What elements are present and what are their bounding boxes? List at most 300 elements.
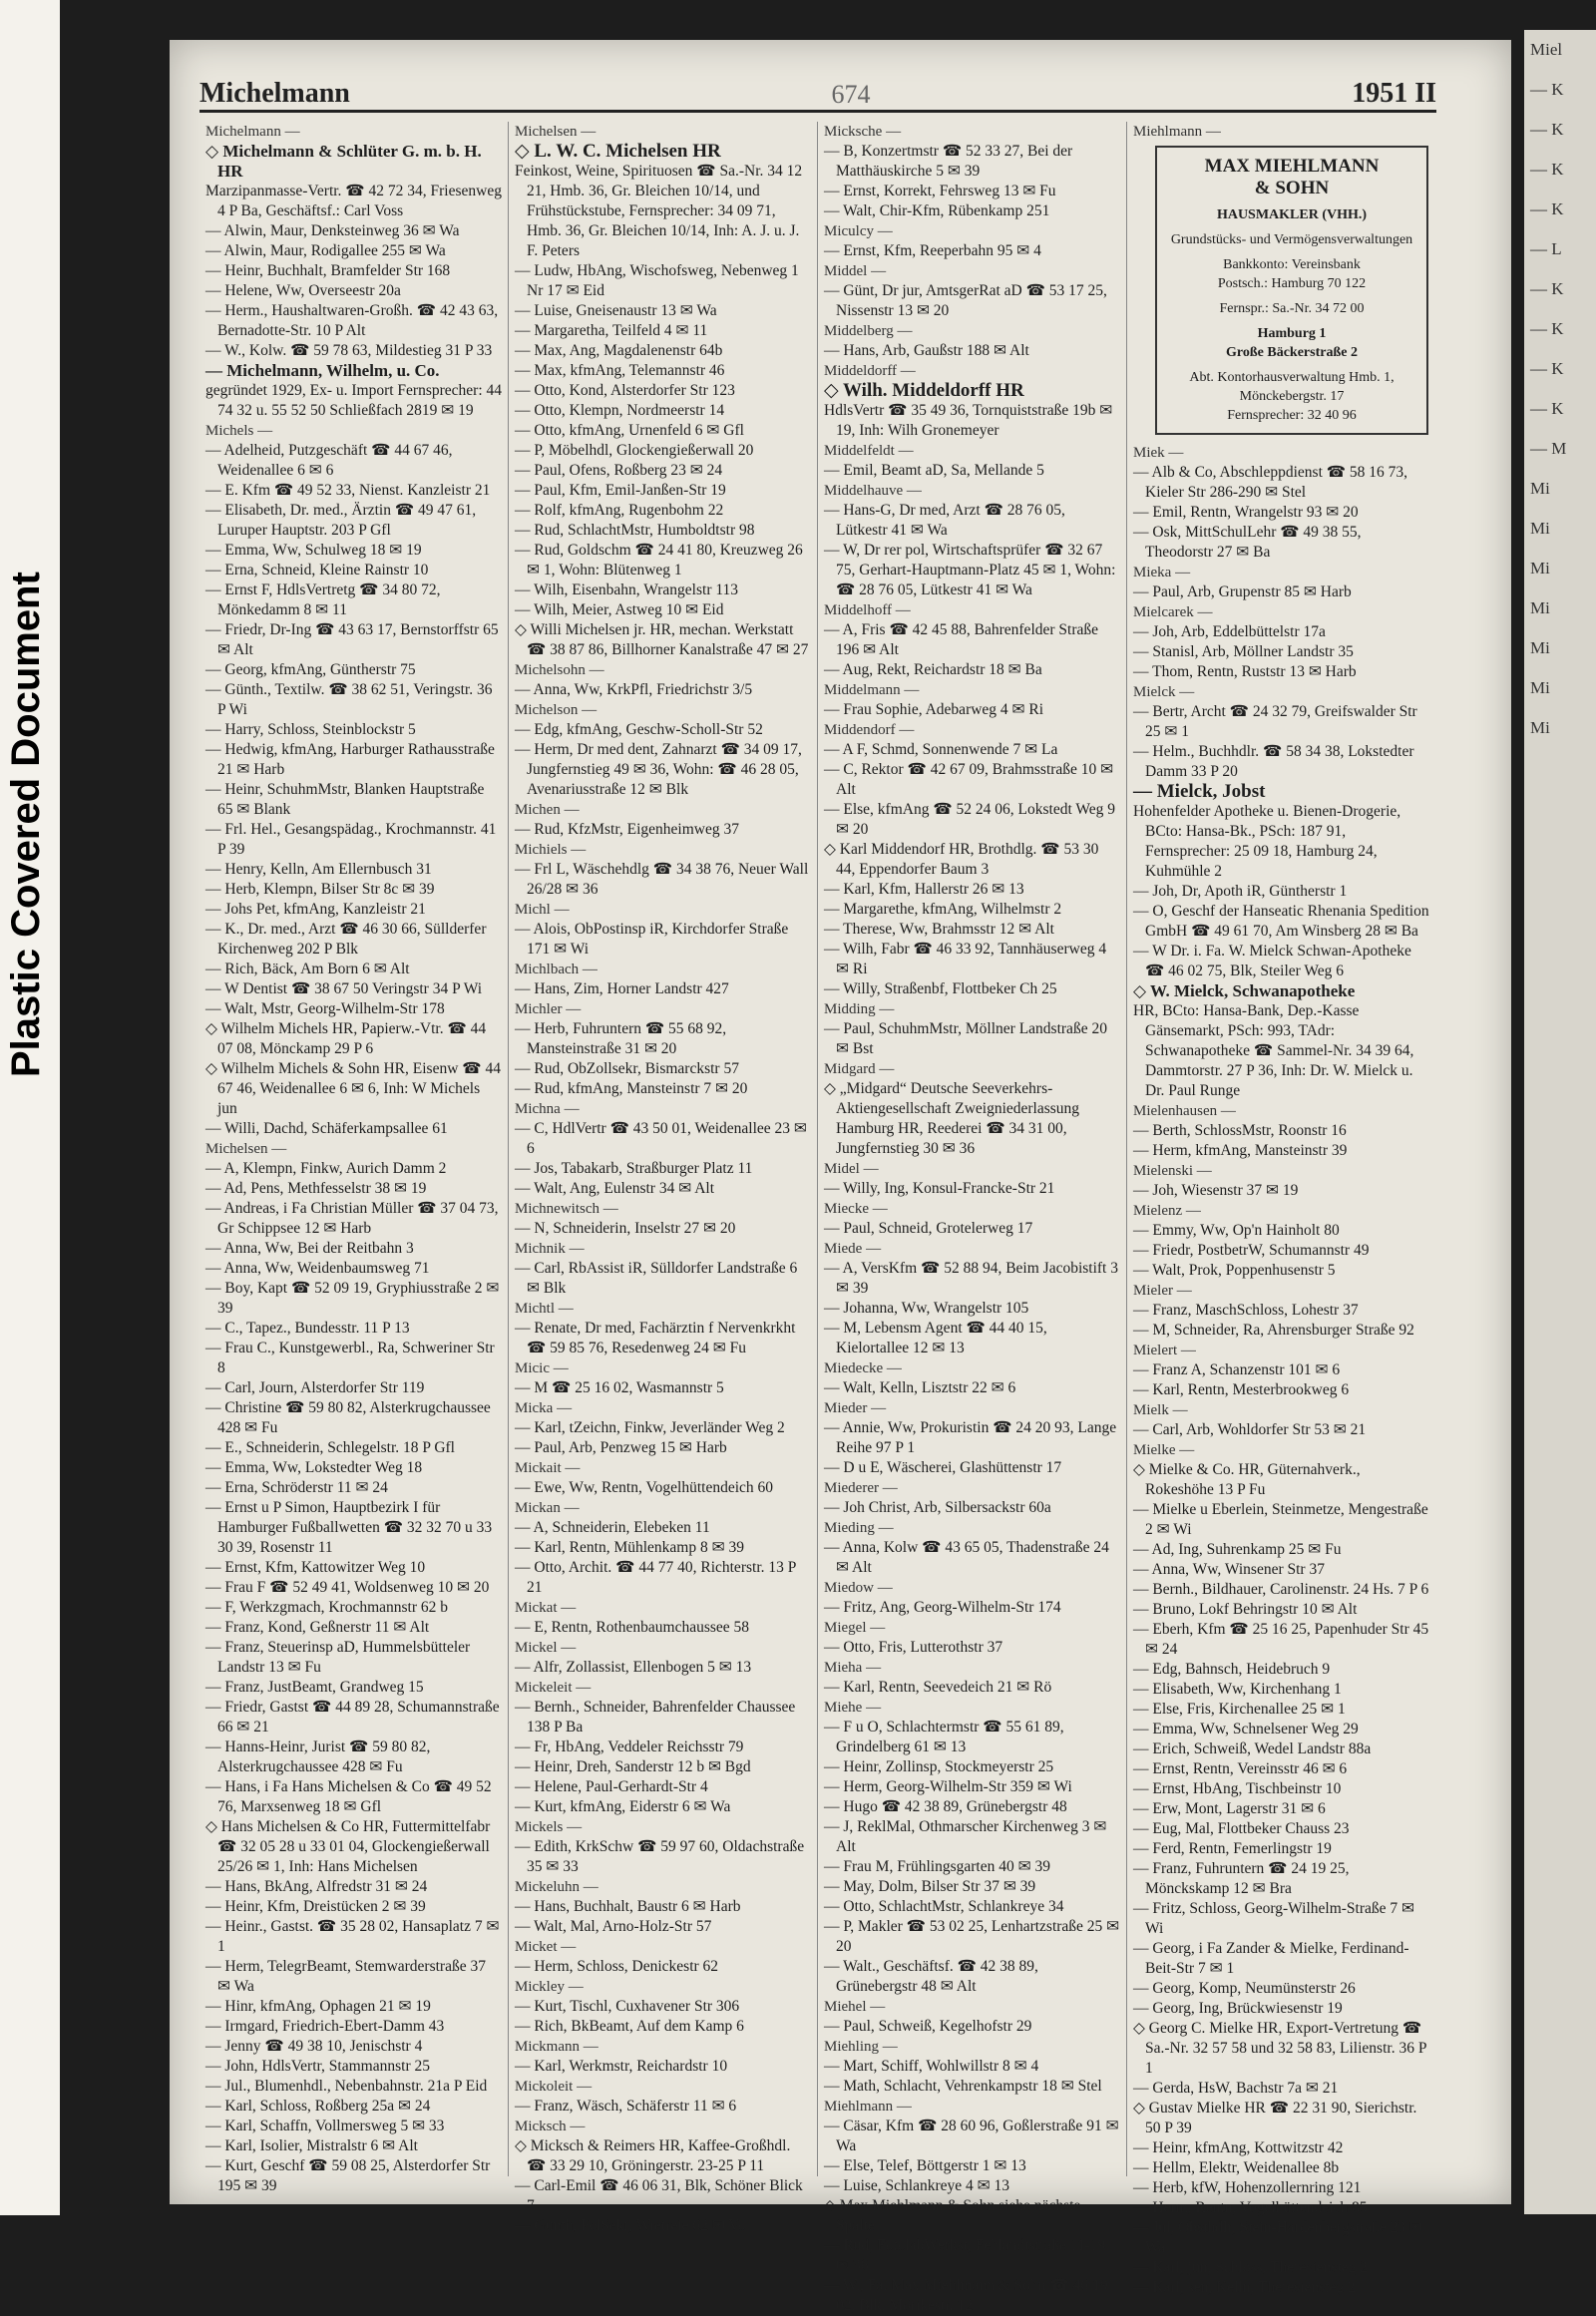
directory-entry: — A, Fris ☎ 42 45 88, Bahrenfelder Straße 196 ✉ Alt [824, 621, 1099, 658]
directory-entry: — Paul, Arb, Penzweg 15 ✉ Harb [515, 1439, 727, 1456]
directory-entry: ◇ Wilh. Middeldorff HR [824, 380, 1024, 401]
surname-heading: Middelberg — [824, 323, 913, 339]
ad-line: Postsch.: Hamburg 70 122 [1217, 276, 1367, 291]
directory-entry: — Paul, Ofens, Roßberg 23 ✉ 24 [515, 462, 723, 479]
directory-entry: — Gerda, HsW, Bachstr 7a ✉ 21 [1133, 2080, 1339, 2097]
directory-entry: — Anna, Ww, KrkPfl, Friedrichstr 3/5 [515, 681, 753, 698]
directory-entry: — Mielck, Jobst [1133, 781, 1266, 802]
surname-heading: Michler — [515, 1001, 582, 1017]
directory-entry: — Bernh., Schneider, Bahrenfelder Chaussee 138 P Ba [515, 1699, 796, 1736]
directory-entry: — Hans, Arb, Gaußstr 188 ✉ Alt [824, 342, 1029, 359]
surname-heading: Middelfeldt — [824, 443, 914, 459]
directory-entry: — Anna, Ww, Bei der Reitbahn 3 [205, 1240, 414, 1257]
surname-heading: Miek — [1133, 445, 1184, 461]
directory-entry: — Anna, Kolw ☎ 43 65 05, Thadenstraße 24 ✉ Alt [824, 1539, 1109, 1576]
ad-line: Bankkonto: Vereinsbank [1223, 257, 1361, 272]
ad-line: Große Bäckerstraße 2 [1226, 345, 1358, 360]
directory-entry: — Franz, Fuhruntern ☎ 24 19 25, Mönckskamp 12 ✉ Bra [1133, 1860, 1350, 1897]
directory-entry: — Emma, Ww, Schulweg 18 ✉ 19 [205, 542, 422, 559]
side-label: Plastic Covered Document [4, 572, 48, 1077]
directory-entry: — Emma, Ww, Schnelsener Weg 29 [1133, 1721, 1359, 1737]
directory-entry: — Helm., Buchhdlr. ☎ 58 34 38, Lokstedter Damm 33 P 20 [1133, 743, 1414, 780]
directory-entry: ◇ Georg C. Mielke HR, Export-Vertretung ☎ Sa.-Nr. 32 57 58 und 32 58 83, Lilienstr. 36 P 1 [1133, 2020, 1426, 2077]
directory-entry: — Hanns-Heinr, Jurist ☎ 59 80 82, Alsterkrugchaussee 428 ✉ Fu [205, 1738, 431, 1775]
directory-entry: — Mielke u Eberlein, Steinmetze, Mengestraße 2 ✉ Wi [1133, 1501, 1428, 1538]
directory-entry: — Georg, Ing, Brückwiesenstr 19 [1133, 2000, 1343, 2017]
adjacent-page-fragment: Mi [1530, 678, 1550, 697]
surname-heading: Michelsohn — [515, 662, 604, 678]
surname-heading: Mickeleit — [515, 1680, 592, 1696]
directory-entry: — Otto, SchlachtMstr, Schlankreye 34 [824, 1898, 1064, 1915]
directory-entry: — Frl L, Wäschehdlg ☎ 34 38 76, Neuer Wall 26/28 ✉ 36 [515, 861, 809, 898]
surname-heading: Michen — [515, 802, 580, 818]
directory-entry: — Herm, Georg-Wilhelm-Str 359 ✉ Wi [824, 1778, 1072, 1795]
directory-entry: — Jul., Blumenhdl., Nebenbahnstr. 21a P Eid [205, 2078, 488, 2095]
directory-entry: — Karl, Isolier, Mistralstr 6 ✉ Alt [205, 2137, 418, 2154]
surname-heading: Michelson — [515, 702, 598, 718]
directory-entry: — Annie, Ww, Prokuristin ☎ 24 20 93, Lange Reihe 97 P 1 [824, 1419, 1117, 1456]
surname-heading: Mickmann — [515, 2039, 598, 2055]
directory-entry: — Renate, Dr med, Fachärztin f Nervenkrkht ☎ 59 85 76, Resedenweg 24 ✉ Fu [515, 1320, 796, 1356]
directory-entry: — Elisabeth, Dr. med., Ärztin ☎ 49 47 61, Luruper Hauptstr. 203 P Gfl [205, 502, 477, 539]
surname-heading: Miedow — [824, 1580, 893, 1596]
directory-entry: — M, Schneider, Ra, Ahrensburger Straße 92 [1133, 1322, 1414, 1339]
surname-heading: Mielenz — [1133, 1203, 1201, 1219]
surname-heading: Michiels — [515, 842, 587, 858]
directory-entry: — Bernh., Bildhauer, Carolinenstr. 24 Hs. 7 P 6 [1133, 1581, 1429, 1598]
surname-heading: Michtl — [515, 1301, 574, 1317]
directory-entry: — Herb, Klempn, Bilser Str 8c ✉ 39 [205, 881, 435, 898]
surname-heading: Mickels — [515, 1819, 583, 1835]
directory-entry: — Carl, Arb, Wohldorfer Str 53 ✉ 21 [1133, 1421, 1367, 1438]
directory-entry: — Franz A, Schanzenstr 101 ✉ 6 [1133, 1361, 1341, 1378]
directory-entry: — Fr, HbAng, Veddeler Reichsstr 79 [515, 1738, 744, 1755]
directory-entry: — Andreas, i Fa Christian Müller ☎ 37 04 73, Gr Schippsee 12 ✉ Harb [205, 1200, 499, 1237]
directory-entry: — W., Fa. Max Miehlmann & Sohn ☎ 46 19 02, Blk, Mörikestr. 12 [824, 2277, 1108, 2314]
directory-entry: — N, Schneiderin, Inselstr 27 ✉ 20 [515, 1220, 736, 1237]
directory-entry: — Franz, JustBeamt, Grandweg 15 [205, 1679, 424, 1696]
column-4-body [1133, 443, 1430, 2298]
directory-entry: ◇ L. W. C. Michelsen HR [515, 141, 721, 162]
directory-entry: ◇ Max Miehlmann & Sohn siehe nächste Spalte [824, 2197, 1081, 2234]
directory-entry: ◇ Mielke & Co. HR, Güternahverk., Rokeshöhe 13 P Fu [1133, 1461, 1361, 1498]
surname-heading: Michlbach — [515, 962, 598, 977]
surname-heading: Midel — [824, 1161, 879, 1177]
directory-entry: — Karl, Werkmstr, Reichardstr 10 [515, 2058, 728, 2075]
surname-heading: Mielenski — [1133, 1163, 1212, 1179]
directory-entry: — W Dr. i. Fa. W. Mielck Schwan-Apotheke ☎ 46 02 75, Blk, Steiler Weg 6 [1133, 943, 1411, 979]
directory-entry: — Hans, Buchhalt, Baustr 6 ✉ Harb [515, 1898, 741, 1915]
surname-heading: Michnewitsch — [515, 1201, 618, 1217]
directory-entry: — Ernst F, HdlsVertretg ☎ 34 80 72, Mönkedamm 8 ✉ 11 [205, 581, 441, 618]
directory-entry: — Ernst, Kfm, Kattowitzer Weg 10 [205, 1559, 426, 1576]
directory-entry: — Thom, Rentn, Ruststr 13 ✉ Harb [1133, 663, 1357, 680]
directory-entry: — Friedr, Dr-Ing ☎ 43 63 17, Bernstorffstr 65 ✉ Alt [205, 621, 499, 658]
directory-entry: — O, Geschf der Hanseatic Rhenania Spedition GmbH ☎ 49 61 70, Am Winsberg 28 ✉ Ba [1133, 903, 1429, 940]
directory-entry: — Heinr, Buchhalt, Bramfelder Str 168 [205, 262, 451, 279]
directory-entry: — Franz, Steuerinsp aD, Hummelsbütteler Landstr 13 ✉ Fu [205, 1639, 471, 1676]
directory-entry: — Ad, Pens, Methfesselstr 38 ✉ 19 [205, 1180, 427, 1197]
surname-heading: Mielcarek — [1133, 604, 1213, 620]
directory-entry: — W, Dr rer pol, Wirtschaftsprüfer ☎ 32 67 75, Gerhart-Hauptmann-Platz 45 ✉ 1, Wohn: ☎ 28 76 05, Lütkestr 41 ✉ Wa [824, 542, 1116, 598]
surname-heading: Miehlmann — [824, 2099, 912, 2115]
directory-entry: — Ferd, Rentn, Femerlingstr 19 [1133, 1840, 1332, 1857]
directory-entry: — Günt, Dr jur, AmtsgerRat aD ☎ 53 17 25, Nissenstr 13 ✉ 20 [824, 282, 1107, 319]
directory-entry: — Adelheid, Putzgeschäft ☎ 44 67 46, Weidenallee 6 ✉ 6 [205, 442, 453, 479]
directory-entry: — Walt, Ang, Eulenstr 34 ✉ Alt [515, 1180, 715, 1197]
ad-line: Fernspr.: Sa.-Nr. 34 72 00 [1219, 301, 1365, 316]
directory-entry: — Heinr, Dreh, Sanderstr 12 b ✉ Bgd [515, 1758, 751, 1775]
directory-entry: — Franz, MaschSchloss, Lohestr 37 [1133, 1302, 1359, 1319]
directory-entry: — Heinr, Kfm, Dreistücken 2 ✉ 39 [205, 1898, 426, 1915]
ad-line: Fernsprecher: 32 40 96 [1227, 408, 1357, 423]
directory-entry: — Rich, BkBeamt, Auf dem Kamp 6 [515, 2018, 744, 2035]
adjacent-page-fragment: — K [1530, 80, 1564, 99]
directory-entry: — Ernst, Kfm, Reeperbahn 95 ✉ 4 [824, 242, 1041, 259]
directory-entry: ◇ Willi Michelsen jr. HR, mechan. Werkstatt ☎ 38 87 86, Billhorner Kanalstraße 47 ✉ 27 [515, 621, 809, 658]
directory-entry: — Johs Pet, kfmAng, Kanzleistr 21 [205, 901, 426, 918]
directory-entry: — Hinr, kfmAng, Ophagen 21 ✉ 19 [205, 1998, 431, 2015]
directory-entry: — Georg, kfmAng, Güntherstr 75 [205, 661, 416, 678]
directory-entry: — K., Dr. med., Arzt ☎ 46 30 66, Süllderfer Kirchenweg 202 P Blk [205, 921, 487, 958]
directory-entry: — Rud, ObZollsekr, Bismarckstr 57 [515, 1060, 739, 1077]
directory-entry: — Alois, ObPostinsp iR, Kirchdorfer Straße 171 ✉ Wi [515, 921, 789, 958]
directory-entry: — M, Lebensm Agent ☎ 44 40 15, Kielortallee 12 ✉ 13 [824, 1320, 1047, 1356]
directory-entry: — Therese, Ww, Brahmsstr 12 ✉ Alt [824, 921, 1054, 938]
advertisement-box [1155, 146, 1428, 435]
directory-entry: — Johanna, Ww, Wrangelstr 105 [824, 1300, 1029, 1317]
columns [200, 122, 1436, 2314]
adjacent-page-edge [1524, 30, 1596, 2214]
adjacent-page-fragment: — K [1530, 160, 1564, 179]
directory-entry: — Wilh, Meier, Astweg 10 ✉ Eid [515, 601, 724, 618]
directory-entry: — C, Rektor ☎ 42 67 09, Brahmsstraße 10 ✉ Alt [824, 761, 1114, 798]
directory-entry: — Karl, sen, Kelln, Theresiensteg 2 [1133, 2279, 1356, 2296]
directory-entry: — Günth, PolSekr, Wietreie 62 ✉ Vo [515, 2217, 746, 2234]
column-4 [1127, 122, 1436, 2296]
directory-entry: — Frau C., Kunstgewerbl., Ra, Schweriner Str 8 [205, 1340, 495, 1376]
directory-entry: — Hugo ☎ 42 38 89, Grünebergstr 48 [824, 1798, 1067, 1815]
directory-entry: — Bruno, Lokf Behringstr 10 ✉ Alt [1133, 1601, 1358, 1618]
directory-entry: — B, Konzertmstr ☎ 52 33 27, Bei der Matthäuskirche 5 ✉ 39 [824, 143, 1073, 180]
directory-entry: — Fritz, Ang, Georg-Wilhelm-Str 174 [824, 1599, 1061, 1616]
directory-entry: ◇ Micksch & Reimers HR, Kaffee-Großhdl. ☎ 33 29 10, Gröningerstr. 23-25 P 11 [515, 2137, 791, 2174]
surname-heading: Michl — [515, 902, 570, 918]
directory-entry: — Otto, Kond, Alsterdorfer Str 123 [515, 382, 735, 399]
directory-entry: — Edith, KrkSchw ☎ 59 97 60, Oldachstraße 35 ✉ 33 [515, 1838, 805, 1875]
surname-heading: Miehling — [824, 2039, 898, 2055]
directory-entry: — Karl, Schloss, Roßberg 25a ✉ 24 [205, 2098, 431, 2115]
directory-entry: — Emil, Rentn, Wrangelstr 93 ✉ 20 [1133, 504, 1359, 521]
directory-entry: ◇ W. Mielck, Schwanapotheke [1133, 981, 1356, 1000]
directory-entry: — Kurt, Geschf ☎ 59 08 25, Alsterdorfer Str 195 ✉ 39 [205, 2157, 491, 2194]
directory-entry: — Osk, MittSchulLehr ☎ 49 38 55, Theodorstr 27 ✉ Ba [1133, 524, 1362, 561]
directory-entry: — Bertr, Archt ☎ 24 32 79, Greifswalder Str 25 ✉ 1 [1133, 703, 1417, 740]
directory-entry: — Margarethe, kfmAng, Wilhelmstr 2 [824, 901, 1062, 918]
directory-entry: — Franz, Wäsch, Schäferstr 11 ✉ 6 [515, 2098, 737, 2115]
surname-heading: Mieding — [824, 1520, 894, 1536]
directory-entry: — Walt, Chir-Kfm, Rübenkamp 251 [824, 202, 1050, 219]
directory-entry: — Emmy, Ww, Op'n Hainholt 80 [1133, 1222, 1340, 1239]
surname-heading: Mielck — [1133, 684, 1195, 700]
directory-entry: — Else, Telef, Böttgerstr 1 ✉ 13 [824, 2157, 1026, 2174]
directory-entry: — Herm, Dr med dent, Zahnarzt ☎ 34 09 17, Jungfernstieg 49 ✉ 36, Wohn: ☎ 46 28 05, Avenariusstraße 12 ✉ Blk [515, 741, 802, 798]
surname-heading: Michelsen — [205, 1141, 287, 1157]
surname-heading: Mieler — [1133, 1283, 1192, 1299]
directory-entry: — Alwin, Maur, Rodigallee 255 ✉ Wa [205, 242, 446, 259]
header-right: 1951 II [1352, 78, 1436, 109]
adjacent-page-fragment: Mi [1530, 598, 1550, 617]
surname-heading: Mieder — [824, 1400, 887, 1416]
surname-heading: Middelhauve — [824, 483, 922, 499]
directory-entry: — Frl. Hel., Gesangspädag., Krochmannstr. 41 P 39 [205, 821, 497, 858]
directory-entry: — Paul, Schweiß, Kegelhofstr 29 [824, 2018, 1032, 2035]
directory-entry: — Paul, SchuhmMstr, Möllner Landstraße 20 ✉ Bst [824, 1020, 1107, 1057]
directory-entry: — Herm, Rentn, Vogelhüttendeich 85 [1133, 2199, 1368, 2216]
directory-entry: — Carl-Emil ☎ 46 06 31, Blk, Schöner Blick 7 [515, 2177, 803, 2214]
ad-subtitle: HAUSMAKLER (VHH.) [1216, 207, 1368, 222]
directory-entry: — Margaretha, Teilfeld 4 ✉ 11 [515, 322, 708, 339]
directory-entry: — Frau M, Frühlingsgarten 40 ✉ 39 [824, 1858, 1050, 1875]
ad-line: Grundstücks- und Vermögensverwaltungen [1170, 232, 1413, 247]
directory-entry: — E., Schneiderin, Schlegelstr. 18 P Gfl [205, 1439, 455, 1456]
directory-entry: — Joh Christ, Arb, Silbersackstr 60a [824, 1499, 1051, 1516]
directory-entry: — Walt., Geschäftsf. ☎ 42 38 89, Grünebergstr 48 ✉ Alt [824, 1958, 1038, 1995]
directory-entry: — Karl, Rentn, Mesterbrookweg 6 [1133, 1381, 1350, 1398]
directory-entry: — Joh, Wiesenstr 37 ✉ 19 [1133, 1182, 1299, 1199]
adjacent-page-fragment: — K [1530, 279, 1564, 298]
directory-entry: — Rud, SchlachtMstr, Humboldtstr 98 [515, 522, 755, 539]
directory-entry: — A, Klempn, Finkw, Aurich Damm 2 [205, 1160, 447, 1177]
surname-heading: Miede — [824, 1241, 882, 1257]
directory-entry: — Emma, Ww, Lokstedter Weg 18 [205, 1459, 423, 1476]
directory-entry: — Willi, Dachd, Schäferkampsallee 61 [205, 1120, 448, 1137]
directory-entry: — Elisabeth, Ww, Kirchenhang 1 [1133, 1681, 1342, 1698]
surname-heading: Midding — [824, 1001, 895, 1017]
directory-entry: — Wilh, Fabr ☎ 46 33 92, Tannhäuserweg 4 ✉ Ri [824, 941, 1107, 977]
directory-entry: — E, Rentn, Rothenbaumchaussee 58 [515, 1619, 750, 1636]
adjacent-page-fragment: — K [1530, 399, 1564, 418]
directory-entry: — Else, kfmAng ☎ 52 24 06, Lokstedt Weg 9 ✉ 20 [824, 801, 1116, 838]
directory-entry: — W Dentist ☎ 38 67 50 Veringstr 34 P Wi [205, 980, 483, 997]
directory-entry: — A F, Schmd, Sonnenwende 7 ✉ La [824, 741, 1058, 758]
directory-entry: — F, Werkzgmach, Krochmannstr 62 b [205, 1599, 449, 1616]
directory-entry: — A, Schneiderin, Elebeken 11 [515, 1519, 710, 1536]
directory-entry: — Max, Ang, Magdalenenstr 64b [515, 342, 723, 359]
directory-entry: — Ernst, HbAng, Tischbeinstr 10 [1133, 1780, 1342, 1797]
directory-entry: — Helene, Ww, Overseestr 20a [205, 282, 401, 299]
directory-entry: gegründet 1929, Ex- u. Import Fernsprecher: 44 74 32 u. 55 52 50 Schließfach 2819 ✉ 19 [205, 382, 503, 419]
directory-entry: — Hans, Zim, Horner Landstr 427 [515, 980, 729, 997]
directory-entry: — Willy, Ing, Konsul-Francke-Str 21 [824, 1180, 1055, 1197]
directory-entry: — Heinr., Gastst. ☎ 35 28 02, Hansaplatz 7 ✉ 1 [205, 1918, 500, 1955]
directory-entry: — Wilh, Eisenbahn, Wrangelstr 113 [515, 581, 739, 598]
adjacent-page-fragment: Mi [1530, 519, 1550, 538]
directory-entry: — Boy, Kapt ☎ 52 09 19, Gryphiusstraße 2 ✉ 39 [205, 1280, 500, 1317]
adjacent-page-fragment: — K [1530, 319, 1564, 338]
column-4-top [1133, 122, 1430, 142]
directory-entry: — Franz, Kond, Geßnerstr 11 ✉ Alt [205, 1619, 430, 1636]
directory-entry: — Herb, kfW, Hohenzollernring 121 [1133, 2179, 1362, 2196]
directory-entry: — Ewe, Ww, Rentn, Vogelhüttendeich 60 [515, 1479, 774, 1496]
surname-heading: Michna — [515, 1101, 580, 1117]
surname-heading: Mickel — [515, 1640, 577, 1656]
directory-entry: Hohenfelder Apotheke u. Bienen-Drogerie, BCto: Hansa-Bk., PSch: 187 91, Fernsprecher: 25 09 18, Hamburg 24, Kuhmühle 2 [1133, 803, 1401, 880]
directory-entry: — Walt, Prok, Poppenhusenstr 5 [1133, 1262, 1336, 1279]
directory-entry: — Carl, RbAssist iR, Sülldorfer Landstraße 6 ✉ Blk [515, 1260, 798, 1297]
directory-entry: — John, HdlsVertr, Stammannstr 25 [205, 2058, 430, 2075]
directory-entry: ◇ Karl Middendorf HR, Brothdlg. ☎ 53 30 44, Eppendorfer Baum 3 [824, 841, 1099, 878]
surname-heading: Miehel — [824, 1999, 886, 2015]
directory-entry: — Michelmann, Wilhelm, u. Co. [205, 361, 440, 380]
directory-entry: ◇ Gustav Mielke HR ☎ 22 31 90, Sierichstr. 50 P 39 [1133, 2100, 1417, 2136]
directory-entry: — Walt, Mal, Arno-Holz-Str 57 [515, 1918, 712, 1935]
surname-heading: Mielenhausen — [1133, 1103, 1236, 1119]
surname-heading: Mickoleit — [515, 2079, 593, 2095]
directory-entry: — Rud, Goldschm ☎ 24 41 80, Kreuzweg 26 ✉ 1, Wohn: Blütenweg 1 [515, 542, 803, 579]
surname-heading: Miederer — [824, 1480, 898, 1496]
directory-entry: — Irmgard, Friedrich-Ebert-Damm 43 [205, 2018, 445, 2035]
directory-entry: — Heinr, kfmAng, Kottwitzstr 42 [1133, 2139, 1344, 2156]
directory-entry: — Frau Sophie, Adebarweg 4 ✉ Ri [824, 701, 1044, 718]
directory-entry: ◇ Hans Michelsen & Co HR, Futtermittelfabr ☎ 32 05 28 u 33 01 04, Glockengießerwall 25/26 ✉ 1, Inh: Hans Michelsen [205, 1818, 491, 1875]
surname-heading: Middelhoff — [824, 602, 911, 618]
surname-heading: Mickait — [515, 1460, 581, 1476]
directory-entry: — Rolf, kfmAng, Rugenbohm 22 [515, 502, 724, 519]
header-left: Michelmann [200, 78, 350, 109]
page-header [200, 60, 1436, 113]
directory-entry: — Ernst, Rentn, Vereinsstr 46 ✉ 6 [1133, 1760, 1348, 1777]
surname-heading: Middel — [824, 263, 887, 279]
surname-heading: Miegel — [824, 1620, 886, 1636]
directory-entry: — Karl, tZeichn, Finkw, Jeverländer Weg 2 [515, 1419, 785, 1436]
directory-entry: — May, Dolm, Bilser Str 37 ✉ 39 [824, 1878, 1036, 1895]
directory-entry: — Max, kfmAng, Telemannstr 46 [515, 362, 725, 379]
directory-entry: — Heinr, SchuhmMstr, Blanken Hauptstraße 65 ✉ Blank [205, 781, 485, 818]
directory-entry: ◇ Wilhelm Michels HR, Papierw.-Vtr. ☎ 44 07 08, Mönckamp 29 P 6 [205, 1020, 487, 1057]
directory-entry: — Alwin, Maur, Denksteinweg 36 ✉ Wa [205, 222, 460, 239]
directory-entry: — Math, Schlacht, Vehrenkampstr 18 ✉ Stel [824, 2078, 1102, 2095]
directory-entry: — Herm, Schloss, Denickestr 62 [515, 1958, 719, 1975]
directory-entry: — Kurt, kfmAng, Eiderstr 6 ✉ Wa [515, 1798, 731, 1815]
surname-heading: Mickley — [515, 1979, 584, 1995]
directory-entry: — Ad, Ing, Suhrenkamp 25 ✉ Fu [1133, 1541, 1342, 1558]
column-3 [818, 122, 1127, 2314]
directory-entry: — Erna, Schröderstr 11 ✉ 24 [205, 1479, 388, 1496]
directory-entry: — Luise, Schlankreye 4 ✉ 13 [824, 2177, 1010, 2194]
directory-entry: — Berth, SchlossMstr, Roonstr 16 [1133, 1122, 1347, 1139]
directory-entry: — J, ReklMal, Othmarscher Kirchenweg 3 ✉ Alt [824, 1818, 1107, 1855]
ad-title: MAX MIEHLMANN [1204, 156, 1380, 177]
directory-entry: ◇ Wilhelm Michels & Sohn HR, Eisenw ☎ 44 67 46, Weidenallee 6 ✉ 6, Inh: W Michels jun [205, 1060, 501, 1117]
surname-heading: Miecke — [824, 1201, 888, 1217]
directory-entry: — Edg, Bahnsch, Heidebruch 9 [1133, 1661, 1331, 1678]
directory-entry: Feinkost, Weine, Spirituosen ☎ Sa.-Nr. 34 12 21, Hmb. 36, Gr. Bleichen 10/14, und Frühstückstube, Fernsprecher: 34 09 71, Hmb. 36, Gr. Bleichen 10/14, Inh: A. J. u. J. F. Peters [515, 163, 803, 259]
directory-entry: — Karl, Kfm, Hallerstr 26 ✉ 13 [824, 881, 1024, 898]
directory-entry: — Frau F ☎ 52 49 41, Woldsenweg 10 ✉ 20 [205, 1579, 490, 1596]
directory-entry: — C, HdlVertr ☎ 43 50 01, Weidenallee 23 ✉ 6 [515, 1120, 807, 1157]
directory-entry: — F u O, Schlachtermstr ☎ 55 61 89, Grindelberg 61 ✉ 13 [824, 1719, 1064, 1755]
directory-entry: — Karl, Rentn, Seevedeich 21 ✉ Rö [824, 1679, 1052, 1696]
directory-entry: — Georg, Komp, Neumünsterstr 26 [1133, 1980, 1356, 1997]
surname-heading: Mielert — [1133, 1343, 1196, 1358]
surname-heading: Micic — [515, 1360, 569, 1376]
directory-entry: — Otto, Archit. ☎ 44 77 40, Richterstr. 13 P 21 [515, 1559, 796, 1596]
surname-heading: Miculcy — [824, 223, 893, 239]
directory-entry: — Anna, Ww, Weidenbaumsweg 71 [205, 1260, 430, 1277]
surname-heading: Mielk — [1133, 1402, 1188, 1418]
directory-entry: — Christine ☎ 59 80 82, Alsterkrugchaussee 428 ✉ Fu [205, 1399, 491, 1436]
directory-entry: — Jul, Obsthdlr, Stein-Hardenbergstraße 23 ✉ Wa [1133, 2219, 1422, 2256]
directory-entry: — C., Tapez., Bundesstr. 11 P 13 [205, 1320, 410, 1337]
adjacent-page-fragment: — K [1530, 359, 1564, 378]
directory-entry: — Walt, Mstr, Georg-Wilhelm-Str 178 [205, 1000, 445, 1017]
directory-entry: — Jos, Tabakarb, Straßburger Platz 11 [515, 1160, 753, 1177]
adjacent-page-fragment: — M [1530, 439, 1567, 458]
directory-entry: — Friedr, Gastst ☎ 44 89 28, Schumannstraße 66 ✉ 21 [205, 1699, 500, 1736]
surname-heading: Micket — [515, 1939, 577, 1955]
directory-entry: — E. Kfm ☎ 49 52 33, Nienst. Kanzleistr 21 [205, 482, 491, 499]
surname-heading: Mickeluhn — [515, 1879, 598, 1895]
directory-entry: — Willy, Straßenbf, Flottbeker Ch 25 [824, 980, 1057, 997]
directory-entry: — Hans, i Fa Hans Michelsen & Co ☎ 49 52 76, Marxsenweg 18 ✉ Gfl [205, 1778, 492, 1815]
directory-entry: — Karl, jun, Schloss, Theresiensteg 2 [1133, 2259, 1368, 2276]
directory-entry: ◇ „Midgard“ Deutsche Seeverkehrs-Aktiengesellschaft Zweigniederlassung Hamburg HR, Reederei ☎ 34 31 00, Jungfernstieg 30 ✉ 36 [824, 1080, 1080, 1157]
surname-heading: Middeldorff — [824, 363, 916, 379]
directory-entry: — Karl, Rentn, Mühlenkamp 8 ✉ 39 [515, 1539, 744, 1556]
directory-entry: HR, BCto: Hansa-Bank, Dep.-Kasse Gänsemarkt, PSch: 993, TAdr: Schwanapotheke ☎ Sammel-Nr. 34 39 64, Dammtorstr. 27 P 36, Inh: Dr. W. Mielck u. Dr. Paul Runge [1133, 1002, 1414, 1099]
adjacent-page-fragment: Mi [1530, 638, 1550, 657]
directory-entry: — Jenny ☎ 49 38 10, Jenischstr 4 [205, 2038, 423, 2055]
directory-entry: — Otto, Klempn, Nordmeerstr 14 [515, 402, 725, 419]
adjacent-page-fragment: Mi [1530, 718, 1550, 737]
directory-entry: — Georg, i Fa Zander & Mielke, Ferdinand-Beit-Str 7 ✉ 1 [1133, 1940, 1409, 1977]
directory-entry: HdlsVertr ☎ 35 49 36, Tornquiststraße 19b ✉ 19, Inh: Wilh Gronemeyer [824, 402, 1113, 439]
directory-entry: — Joh, Dr, Apoth iR, Güntherstr 1 [1133, 883, 1348, 900]
adjacent-page-fragment: — L [1530, 239, 1562, 258]
directory-entry: — Erna, Schneid, Kleine Rainstr 10 [205, 562, 429, 579]
page-number: 674 [831, 80, 871, 109]
directory-entry: — W., Kolw. ☎ 59 78 63, Mildestieg 31 P 33 [205, 342, 493, 359]
directory-entry: — Aug, Rekt, Reichardstr 18 ✉ Ba [824, 661, 1042, 678]
directory-entry: — Ernst u P Simon, Hauptbezirk I für Hamburger Fußballwetten ☎ 32 32 70 u 33 30 39, Rosenstr 11 [205, 1499, 493, 1556]
directory-entry: — Günth., Textilw. ☎ 38 62 51, Veringstr. 36 P Wi [205, 681, 493, 718]
surname-heading: Middelmann — [824, 682, 920, 698]
directory-entry: — Ernst, Korrekt, Fehrsweg 13 ✉ Fu [824, 183, 1056, 199]
directory-entry: — Kurt, Tischl, Cuxhavener Str 306 [515, 1998, 740, 2015]
surname-heading: Michels — [205, 423, 273, 439]
directory-entry: — Erich, Schweiß, Wedel Landstr 88a [1133, 1740, 1372, 1757]
surname-heading: Mickat — [515, 1600, 577, 1616]
directory-entry: — Rud, kfmAng, Mansteinstr 7 ✉ 20 [515, 1080, 748, 1097]
directory-entry: — Walt, Kelln, Lisztstr 22 ✉ 6 [824, 1379, 1016, 1396]
surname-heading: Michelmann — [205, 124, 300, 140]
adjacent-page-fragment: Miel [1530, 40, 1563, 59]
directory-entry: — Emil, Beamt aD, Sa, Mellande 5 [824, 462, 1044, 479]
surname-heading: Mieka — [1133, 565, 1191, 580]
directory-entry: — Hans-G, Dr med, Arzt ☎ 28 76 05, Lütkestr 41 ✉ Wa [824, 502, 1065, 539]
directory-entry: — Fritz, Schloss, Georg-Wilhelm-Straße 7 ✉ Wi [1133, 1900, 1414, 1937]
surname-heading: Micksche — [824, 124, 902, 140]
directory-entry: — Alfr, Zollassist, Ellenbogen 5 ✉ 13 [515, 1659, 752, 1676]
directory-entry: — Paul, Arb, Grupenstr 85 ✉ Harb [1133, 583, 1352, 600]
directory-entry: — Cäsar, Kfm ☎ 28 60 96, Goßlerstraße 91 ✉ Wa [824, 2118, 1119, 2154]
directory-entry: — A, VersKfm ☎ 52 88 94, Beim Jacobistift 3 ✉ 39 [824, 1260, 1118, 1297]
directory-entry: — Eug, Mal, Flottbeker Chauss 23 [1133, 1820, 1350, 1837]
directory-entry: — Rich, Bäck, Am Born 6 ✉ Alt [205, 961, 410, 977]
surname-heading: Middendorf — [824, 722, 915, 738]
directory-entry: — Hedwig, kfmAng, Harburger Rathausstraße 21 ✉ Harb [205, 741, 495, 778]
